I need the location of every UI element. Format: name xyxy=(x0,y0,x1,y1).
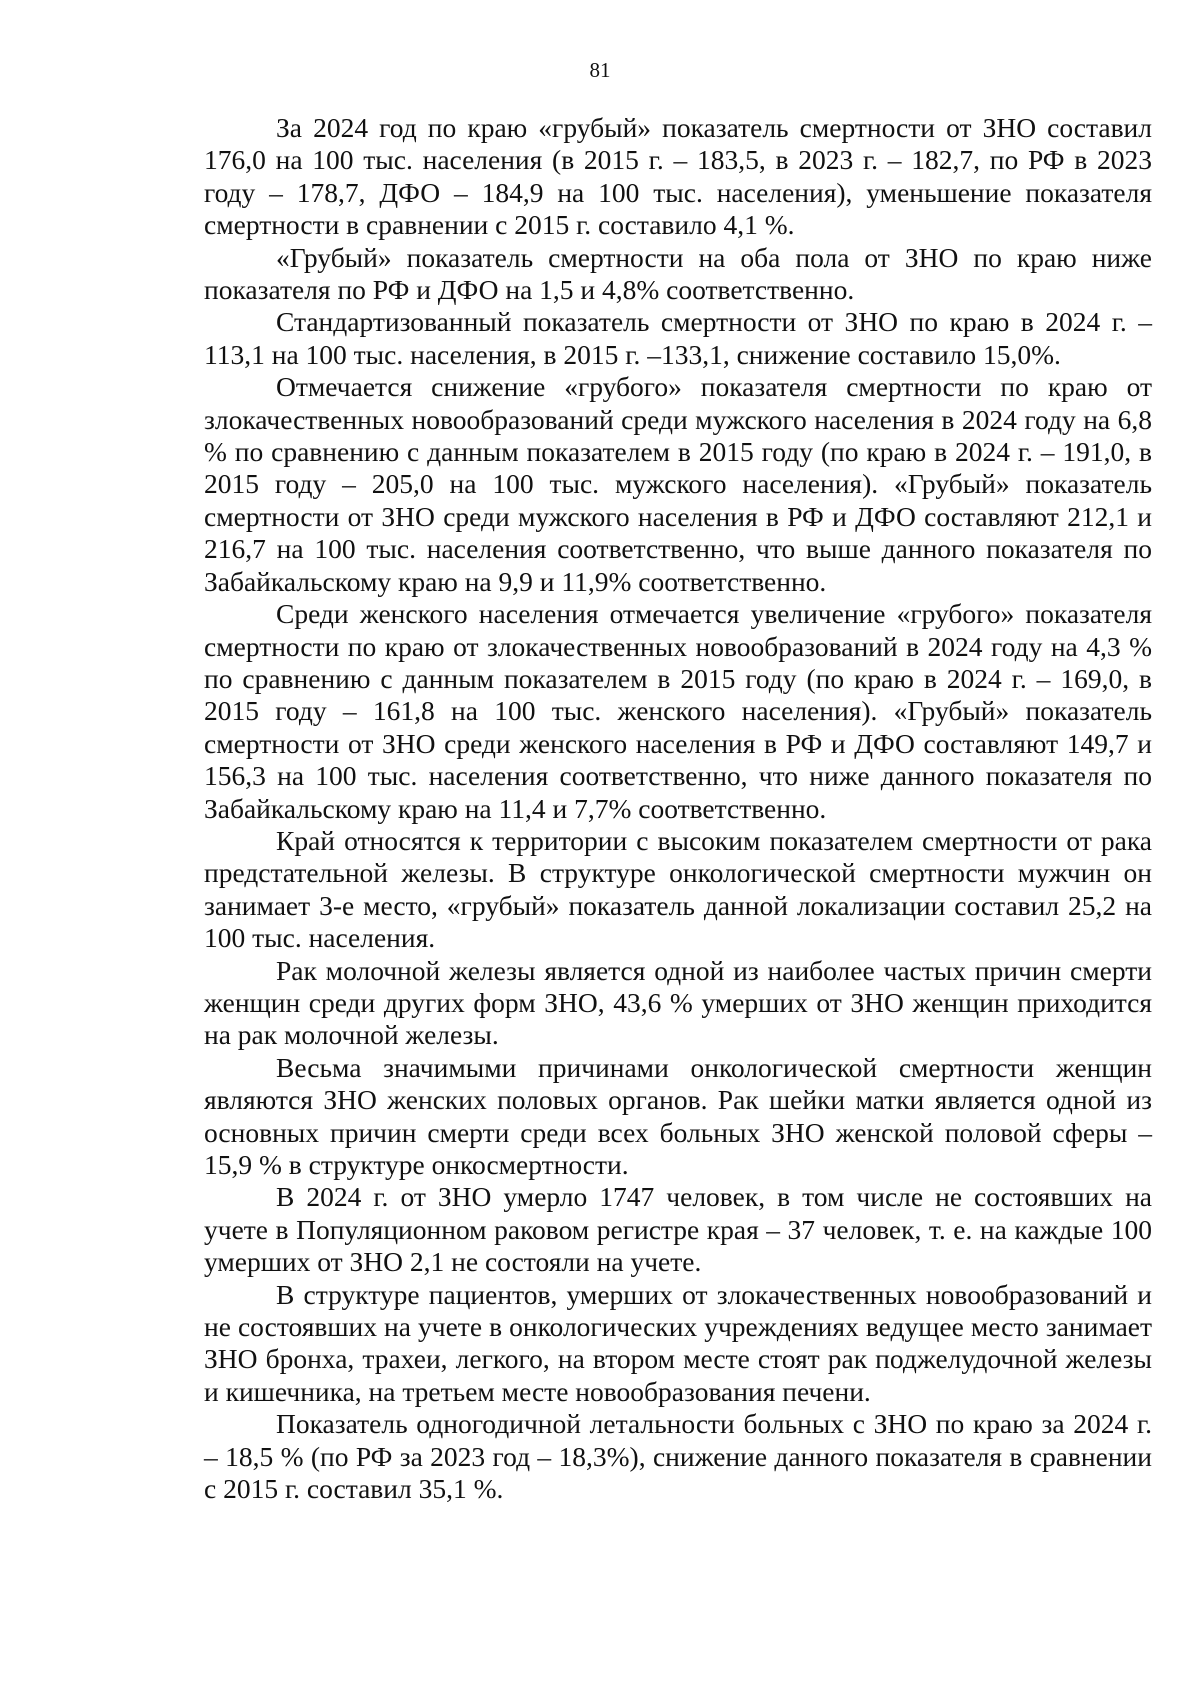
paragraph: В 2024 г. от ЗНО умерло 1747 человек, в том числе не состоявших на учете в Популяционном раковом регистре края – 37 человек, т. е. на каждые 100 умерших от ЗНО 2,1 не состояли на учете. xyxy=(204,1181,1152,1278)
paragraph: Показатель одногодичной летальности больных с ЗНО по краю за 2024 г. – 18,5 % (по РФ за 2023 год – 18,3%), снижение данного показателя в сравнении с 2015 г. составил 35,1 %. xyxy=(204,1408,1152,1505)
paragraph: Край относятся к территории с высоким показателем смертности от рака предстательной железы. В структуре онкологической смертности мужчин он занимает 3-е место, «грубый» показатель данной локализации составил 25,2 на 100 тыс. населения. xyxy=(204,824,1152,954)
paragraph: В структуре пациентов, умерших от злокачественных новообразований и не состоявших на учете в онкологических учреждениях ведущее место занимает ЗНО бронха, трахеи, легкого, на втором месте стоят рак поджелудочной железы и кишечника, на третьем месте новообразования печени. xyxy=(204,1278,1152,1407)
paragraph: Рак молочной железы является одной из наиболее частых причин смерти женщин среди других форм ЗНО, 43,6 % умерших от ЗНО женщин приходится на рак молочной железы. xyxy=(204,954,1152,1051)
body-text xyxy=(204,112,1152,1505)
paragraph: «Грубый» показатель смертности на оба пола от ЗНО по краю ниже показателя по РФ и ДФО на 1,5 и 4,8% соответственно. xyxy=(204,241,1152,306)
paragraph: Среди женского населения отмечается увеличение «грубого» показателя смертности по краю от злокачественных новообразований в 2024 году на 4,3 % по сравнению с данным показателем в 2015 году (по краю в 2024 г. – 169,0, в 2015 году – 161,8 на 100 тыс. женского населения). «Грубый» показатель смертности от ЗНО среди женского населения в РФ и ДФО составляют 149,7 и 156,3 на 100 тыс. населения соответственно, что ниже данного показателя по Забайкальскому краю на 11,4 и 7,7% соответственно. xyxy=(204,598,1152,824)
paragraph: Весьма значимыми причинами онкологической смертности женщин являются ЗНО женских половых органов. Рак шейки матки является одной из основных причин смерти среди всех больных ЗНО женской половой сферы – 15,9 % в структуре онкосмертности. xyxy=(204,1051,1152,1180)
paragraph: За 2024 год по краю «грубый» показатель смертности от ЗНО составил 176,0 на 100 тыс. населения (в 2015 г. – 183,5, в 2023 г. – 182,7, по РФ в 2023 году – 178,7, ДФО – 184,9 на 100 тыс. населения), уменьшение показателя смертности в сравнении с 2015 г. составило 4,1 %. xyxy=(204,112,1152,241)
paragraph: Отмечается снижение «грубого» показателя смертности по краю от злокачественных новообразований среди мужского населения в 2024 году на 6,8 % по сравнению с данным показателем в 2015 году (по краю в 2024 г. – 191,0, в 2015 году – 205,0 на 100 тыс. мужского населения). «Грубый» показатель смертности от ЗНО среди мужского населения в РФ и ДФО составляют 212,1 и 216,7 на 100 тыс. населения соответственно, что выше данного показателя по Забайкальскому краю на 9,9 и 11,9% соответственно. xyxy=(204,371,1152,597)
page-number: 81 xyxy=(589,58,611,82)
paragraph: Стандартизованный показатель смертности от ЗНО по краю в 2024 г. – 113,1 на 100 тыс. населения, в 2015 г. –133,1, снижение составило 15,0%. xyxy=(204,306,1152,370)
